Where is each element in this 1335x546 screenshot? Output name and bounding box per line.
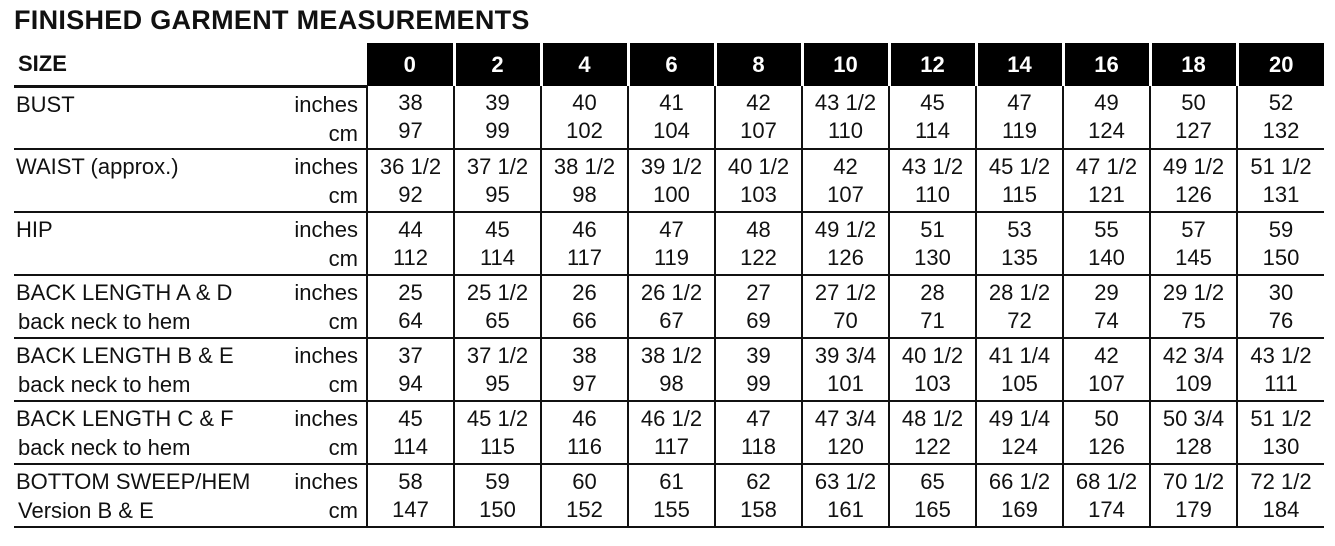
cm-value: 120: [827, 433, 864, 459]
measurement-sublabel: Version B & E: [18, 498, 154, 523]
measurement-cell: [628, 338, 715, 401]
unit-label: inches: [294, 154, 358, 179]
cm-value: 130: [1262, 433, 1300, 459]
measurement-cell: [802, 464, 889, 527]
measurement-cell: [367, 401, 454, 464]
cm-value: 103: [914, 370, 951, 396]
row-label-cell: [14, 401, 367, 464]
measurement-cell: [802, 212, 889, 275]
measurement-cell: [628, 464, 715, 527]
cm-value: 179: [1175, 496, 1212, 522]
inches-value: 49 1/2: [814, 216, 877, 242]
measurement-cell: [889, 275, 976, 338]
inches-value: 42: [833, 153, 858, 179]
cm-value: 121: [1088, 181, 1125, 207]
inches-value: 72 1/2: [1250, 468, 1312, 494]
cm-value: 130: [914, 244, 951, 270]
cm-value: 99: [746, 370, 771, 396]
cm-value: 103: [740, 181, 777, 207]
inches-value: 39: [746, 342, 771, 368]
cm-value: 75: [1181, 307, 1206, 333]
measurement-cell: [367, 338, 454, 401]
inches-value: 37: [398, 342, 423, 368]
measurement-cell: [367, 275, 454, 338]
measurement-cell: [976, 464, 1063, 527]
inches-value: 28 1/2: [988, 279, 1051, 305]
inches-value: 47 3/4: [814, 405, 877, 431]
inches-value: 44: [398, 216, 423, 242]
measurement-cell: [541, 338, 628, 401]
cm-value: 110: [914, 181, 951, 207]
measurement-cell: [889, 86, 976, 149]
inches-value: 63 1/2: [814, 468, 877, 494]
measurement-cell: [715, 212, 802, 275]
table-row: [14, 149, 1324, 212]
cm-value: 97: [398, 118, 423, 143]
size-column-header: 12: [889, 43, 976, 86]
cm-value: 97: [572, 370, 597, 396]
row-label-cell: [14, 86, 367, 149]
cm-value: 72: [1007, 307, 1032, 333]
inches-value: 62: [746, 468, 771, 494]
cm-value: 114: [479, 244, 516, 270]
measurement-cell: [541, 401, 628, 464]
inches-value: 59: [1268, 216, 1294, 242]
measurement-cell: [976, 338, 1063, 401]
measurement-label: BOTTOM SWEEP/HEM: [16, 469, 251, 494]
inches-value: 41: [659, 90, 684, 115]
size-column-header: 6: [628, 43, 715, 86]
measurement-cell: [1063, 212, 1150, 275]
cm-value: 184: [1262, 496, 1300, 522]
unit-label: inches: [294, 91, 358, 117]
measurement-cell: [454, 338, 541, 401]
measurement-cell: [715, 275, 802, 338]
inches-value: 27 1/2: [814, 279, 877, 305]
inches-value: 42 3/4: [1162, 342, 1225, 368]
measurement-cell: [802, 401, 889, 464]
cm-value: 147: [392, 496, 429, 522]
cm-value: 122: [740, 244, 777, 270]
inches-value: 47 1/2: [1075, 153, 1138, 179]
cm-value: 74: [1094, 307, 1119, 333]
cm-value: 102: [566, 118, 603, 143]
unit-label: cm: [328, 183, 358, 208]
inches-value: 61: [659, 468, 684, 494]
cm-value: 119: [1001, 118, 1038, 143]
measurement-cell: [889, 401, 976, 464]
measurement-cell: [1063, 275, 1150, 338]
unit-label: cm: [328, 246, 358, 271]
inches-value: 26 1/2: [640, 279, 703, 305]
cm-value: 122: [914, 433, 951, 459]
table-row: [14, 464, 1324, 527]
size-column-header: 0: [367, 43, 454, 86]
unit-label: cm: [328, 498, 358, 523]
row-label-cell: [14, 149, 367, 212]
cm-value: 110: [827, 118, 864, 143]
cm-value: 107: [740, 118, 777, 143]
measurement-cell: [715, 338, 802, 401]
inches-value: 47: [659, 216, 684, 242]
cm-value: 64: [398, 307, 423, 333]
measurement-cell: [541, 86, 628, 149]
unit-label: cm: [328, 435, 358, 460]
measurement-sublabel: back neck to hem: [18, 309, 191, 334]
inches-value: 57: [1181, 216, 1206, 242]
table-row: [14, 212, 1324, 275]
inches-value: 45 1/2: [988, 153, 1051, 179]
measurement-cell: [541, 212, 628, 275]
size-column-header: 4: [541, 43, 628, 86]
inches-value: 49 1/2: [1162, 153, 1225, 179]
inches-value: 38: [398, 90, 423, 115]
cm-value: 124: [1088, 118, 1125, 143]
measurement-cell: [628, 86, 715, 149]
inches-value: 66 1/2: [988, 468, 1051, 494]
inches-value: 45 1/2: [466, 405, 529, 431]
cm-value: 100: [653, 181, 690, 207]
inches-value: 45: [485, 216, 510, 242]
measurement-cell: [715, 464, 802, 527]
measurement-sublabel: back neck to hem: [18, 372, 191, 397]
cm-value: 65: [485, 307, 510, 333]
cm-value: 98: [659, 370, 684, 396]
cm-value: 169: [1001, 496, 1038, 522]
inches-value: 25: [398, 279, 423, 305]
inches-value: 49: [1094, 90, 1119, 115]
inches-value: 38 1/2: [640, 342, 703, 368]
inches-value: 51 1/2: [1250, 405, 1312, 431]
inches-value: 48: [746, 216, 771, 242]
inches-value: 50: [1181, 90, 1206, 115]
cm-value: 131: [1262, 181, 1300, 207]
inches-value: 37 1/2: [466, 153, 529, 179]
cm-value: 115: [479, 433, 516, 459]
measurement-cell: [541, 149, 628, 212]
inches-value: 29: [1094, 279, 1119, 305]
inches-value: 28: [920, 279, 945, 305]
inches-value: 52: [1268, 90, 1294, 115]
unit-label: cm: [328, 120, 358, 146]
size-column-header: 18: [1150, 43, 1237, 86]
size-column-header: 10: [802, 43, 889, 86]
size-column-header: 20: [1237, 43, 1324, 86]
measurement-sublabel: back neck to hem: [18, 435, 191, 460]
inches-value: 42: [1094, 342, 1119, 368]
measurement-cell: [1237, 212, 1324, 275]
measurement-cell: [454, 86, 541, 149]
measurement-cell: [1237, 149, 1324, 212]
cm-value: 99: [485, 118, 510, 143]
cm-value: 111: [1264, 370, 1298, 396]
inches-value: 60: [572, 468, 597, 494]
measurement-cell: [1237, 464, 1324, 527]
cm-value: 92: [398, 181, 423, 207]
measurement-cell: [1063, 401, 1150, 464]
inches-value: 40 1/2: [901, 342, 964, 368]
cm-value: 126: [827, 244, 864, 270]
measurement-cell: [802, 149, 889, 212]
inches-value: 53: [1007, 216, 1032, 242]
measurement-cell: [628, 401, 715, 464]
size-label: SIZE: [14, 43, 367, 86]
unit-label: inches: [294, 217, 358, 242]
cm-value: 112: [392, 244, 429, 270]
cm-value: 119: [653, 244, 690, 270]
inches-value: 30: [1268, 279, 1294, 305]
inches-value: 50: [1094, 405, 1119, 431]
measurement-cell: [367, 149, 454, 212]
measurement-cell: [1237, 338, 1324, 401]
measurement-cell: [1063, 86, 1150, 149]
measurement-cell: [976, 149, 1063, 212]
inches-value: 43 1/2: [1250, 342, 1312, 368]
unit-label: cm: [328, 309, 358, 334]
inches-value: 47: [1007, 90, 1032, 115]
measurement-cell: [454, 149, 541, 212]
measurement-cell: [367, 464, 454, 527]
cm-value: 69: [746, 307, 771, 333]
inches-value: 39 3/4: [814, 342, 877, 368]
cm-value: 127: [1175, 118, 1212, 143]
measurement-cell: [628, 149, 715, 212]
inches-value: 46: [572, 405, 597, 431]
size-header-row: [14, 43, 1324, 86]
measurement-cell: [1150, 149, 1237, 212]
measurement-cell: [889, 464, 976, 527]
measurement-cell: [1237, 86, 1324, 149]
measurement-cell: [454, 401, 541, 464]
inches-value: 38 1/2: [553, 153, 616, 179]
inches-value: 29 1/2: [1162, 279, 1225, 305]
cm-value: 161: [827, 496, 864, 522]
measurement-cell: [802, 275, 889, 338]
cm-value: 104: [653, 118, 690, 143]
size-column-header: 8: [715, 43, 802, 86]
inches-value: 42: [746, 90, 771, 115]
inches-value: 27: [746, 279, 771, 305]
cm-value: 150: [479, 496, 516, 522]
inches-value: 70 1/2: [1162, 468, 1225, 494]
cm-value: 107: [827, 181, 864, 207]
inches-value: 46: [572, 216, 597, 242]
inches-value: 39: [485, 90, 510, 115]
cm-value: 118: [740, 433, 777, 459]
cm-value: 158: [740, 496, 777, 522]
table-row: [14, 86, 1324, 149]
cm-value: 165: [914, 496, 951, 522]
inches-value: 45: [398, 405, 423, 431]
cm-value: 76: [1268, 307, 1294, 333]
inches-value: 58: [398, 468, 423, 494]
inches-value: 59: [485, 468, 510, 494]
inches-value: 40 1/2: [727, 153, 790, 179]
inches-value: 43 1/2: [901, 153, 964, 179]
cm-value: 135: [1001, 244, 1038, 270]
inches-value: 50 3/4: [1162, 405, 1225, 431]
measurement-cell: [1063, 149, 1150, 212]
inches-value: 39 1/2: [640, 153, 703, 179]
size-column-header: 16: [1063, 43, 1150, 86]
measurement-label: WAIST (approx.): [16, 154, 179, 179]
measurement-cell: [1237, 401, 1324, 464]
measurement-cell: [1150, 212, 1237, 275]
cm-value: 128: [1175, 433, 1212, 459]
unit-label: inches: [294, 343, 358, 368]
row-label-cell: [14, 275, 367, 338]
cm-value: 126: [1088, 433, 1125, 459]
inches-value: 46 1/2: [640, 405, 703, 431]
measurement-cell: [541, 275, 628, 338]
measurement-cell: [802, 86, 889, 149]
inches-value: 51 1/2: [1250, 153, 1312, 179]
cm-value: 145: [1175, 244, 1212, 270]
cm-value: 107: [1088, 370, 1125, 396]
inches-value: 26: [572, 279, 597, 305]
measurement-cell: [1063, 338, 1150, 401]
measurement-label: BACK LENGTH B & E: [16, 343, 234, 368]
inches-value: 41 1/4: [988, 342, 1051, 368]
inches-value: 38: [572, 342, 597, 368]
measurement-cell: [367, 212, 454, 275]
cm-value: 66: [572, 307, 597, 333]
measurement-cell: [1063, 464, 1150, 527]
cm-value: 117: [566, 244, 603, 270]
inches-value: 49 1/4: [988, 405, 1051, 431]
measurement-cell: [1150, 464, 1237, 527]
cm-value: 95: [485, 370, 510, 396]
table-row: [14, 338, 1324, 401]
inches-value: 65: [920, 468, 945, 494]
measurement-cell: [715, 149, 802, 212]
cm-value: 98: [572, 181, 597, 207]
row-label-cell: [14, 212, 367, 275]
inches-value: 45: [920, 90, 945, 115]
measurement-label: BACK LENGTH C & F: [16, 406, 234, 431]
cm-value: 114: [914, 118, 951, 143]
measurement-cell: [976, 86, 1063, 149]
measurement-cell: [1237, 275, 1324, 338]
measurement-cell: [1150, 86, 1237, 149]
cm-value: 101: [827, 370, 864, 396]
cm-value: 67: [659, 307, 684, 333]
measurement-label: BACK LENGTH A & D: [16, 280, 233, 305]
measurement-cell: [454, 212, 541, 275]
cm-value: 115: [1001, 181, 1038, 207]
cm-value: 155: [653, 496, 690, 522]
unit-label: inches: [294, 469, 358, 494]
inches-value: 55: [1094, 216, 1119, 242]
measurement-cell: [802, 338, 889, 401]
inches-value: 68 1/2: [1075, 468, 1138, 494]
measurement-cell: [1150, 401, 1237, 464]
size-column-header: 2: [454, 43, 541, 86]
unit-label: inches: [294, 280, 358, 305]
measurement-cell: [715, 86, 802, 149]
measurement-cell: [628, 275, 715, 338]
row-label-cell: [14, 338, 367, 401]
inches-value: 25 1/2: [466, 279, 529, 305]
measurement-cell: [889, 338, 976, 401]
measurement-cell: [454, 464, 541, 527]
measurement-label: HIP: [16, 217, 53, 242]
cm-value: 114: [392, 433, 429, 459]
measurement-label: BUST: [16, 91, 75, 117]
table-body: [14, 86, 1324, 527]
inches-value: 48 1/2: [901, 405, 964, 431]
unit-label: inches: [294, 406, 358, 431]
measurement-cell: [889, 212, 976, 275]
measurement-cell: [976, 212, 1063, 275]
cm-value: 132: [1262, 118, 1300, 143]
measurement-cell: [889, 149, 976, 212]
measurement-cell: [541, 464, 628, 527]
measurement-cell: [715, 401, 802, 464]
cm-value: 95: [485, 181, 510, 207]
size-column-header: 14: [976, 43, 1063, 86]
cm-value: 174: [1088, 496, 1125, 522]
unit-label: cm: [328, 372, 358, 397]
measurements-table: [14, 43, 1324, 528]
inches-value: 51: [920, 216, 945, 242]
measurement-cell: [1150, 338, 1237, 401]
row-label-cell: [14, 464, 367, 527]
cm-value: 117: [653, 433, 690, 459]
cm-value: 150: [1262, 244, 1300, 270]
inches-value: 40: [572, 90, 597, 115]
measurement-cell: [367, 86, 454, 149]
measurement-cell: [454, 275, 541, 338]
cm-value: 94: [398, 370, 423, 396]
cm-value: 126: [1175, 181, 1212, 207]
measurement-cell: [1150, 275, 1237, 338]
inches-value: 47: [746, 405, 771, 431]
cm-value: 105: [1001, 370, 1038, 396]
inches-value: 43 1/2: [814, 90, 877, 115]
cm-value: 152: [566, 496, 603, 522]
cm-value: 71: [920, 307, 945, 333]
table-row: [14, 401, 1324, 464]
measurement-cell: [976, 275, 1063, 338]
cm-value: 116: [566, 433, 603, 459]
measurement-cell: [976, 401, 1063, 464]
measurement-cell: [628, 212, 715, 275]
cm-value: 140: [1088, 244, 1125, 270]
inches-value: 36 1/2: [379, 153, 442, 179]
cm-value: 124: [1001, 433, 1038, 459]
table-row: [14, 275, 1324, 338]
page-title: FINISHED GARMENT MEASUREMENTS: [14, 5, 530, 35]
inches-value: 37 1/2: [466, 342, 529, 368]
cm-value: 70: [833, 307, 858, 333]
cm-value: 109: [1175, 370, 1212, 396]
